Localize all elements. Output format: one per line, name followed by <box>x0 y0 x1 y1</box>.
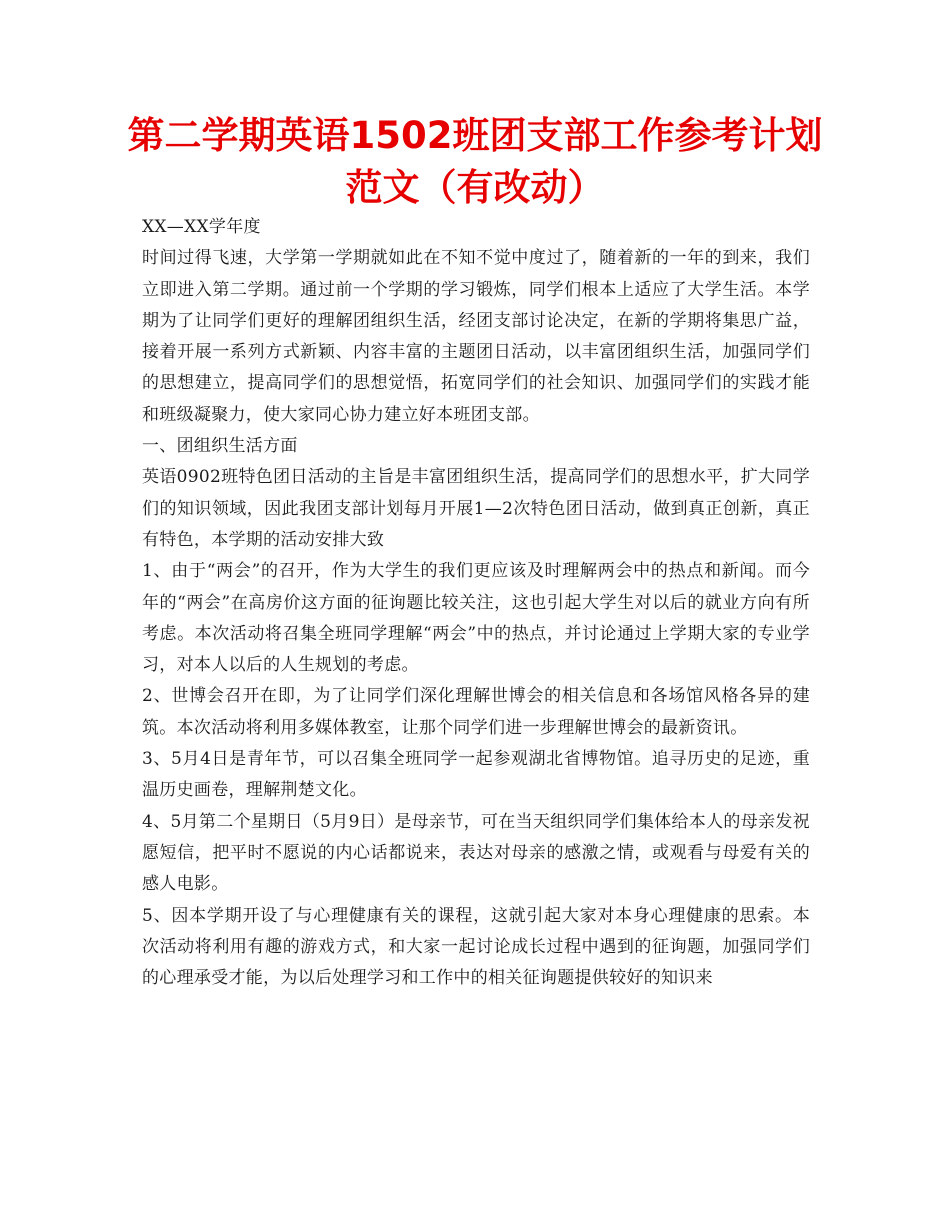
activity-item-2: 2、世博会召开在即，为了让同学们深化理解世博会的相关信息和各场馆风格各异的建筑。本次活动将利用多媒体教室，让那个同学们进一步理解世博会的最新资讯。 <box>142 686 810 738</box>
document-title: 第二学期英语1502班团支部工作参考计划范文（有改动） <box>127 114 823 209</box>
academic-year-line: XX—XX学年度 <box>142 217 261 237</box>
activity-item-1: 1、由于“两会”的召开，作为大学生的我们更应该及时理解两会中的热点和新闻。而今年的“两会”在高房价这方面的征询题比较关注，这也引起大学生对以后的就业方向有所考虑。本次活动将召集全班同学理解“两会”中的热点，并讨论通过上学期大家的专业学习，对本人以后的人生规划的考虑。 <box>142 561 810 676</box>
document-body <box>142 212 810 994</box>
activity-item-3: 3、5月4日是青年节，可以召集全班同学一起参观湖北省博物馆。追寻历史的足迹，重温历史画卷，理解荆楚文化。 <box>142 749 810 801</box>
intro-paragraph: 时间过得飞速，大学第一学期就如此在不知不觉中度过了，随着新的一年的到来，我们立即进入第二学期。通过前一个学期的学习锻炼，同学们根本上适应了大学生活。本学期为了让同学们更好的理解团组织生活，经团支部讨论决定，在新的学期将集思广益，接着开展一系列方式新颖、内容丰富的主题团日活动，以丰富团组织生活，加强同学们的思想建立，提高同学们的思想觉悟，拓宽同学们的社会知识、加强同学们的实践才能和班级凝聚力，使大家同心协力建立好本班团支部。 <box>142 248 810 425</box>
section-heading: 一、团组织生活方面 <box>142 436 298 457</box>
activity-item-4: 4、5月第二个星期日（5月9日）是母亲节，可在当天组织同学们集体给本人的母亲发祝愿短信，把平时不愿说的内心话都说来，表达对母亲的感激之情，或观看与母爱有关的感人电影。 <box>142 811 810 895</box>
activity-item-5: 5、因本学期开设了与心理健康有关的课程，这就引起大家对本身心理健康的思索。本次活动将利用有趣的游戏方式，和大家一起讨论成长过程中遇到的征询题，加强同学们的心理承受才能，为以后处理学习和工作中的相关征询题提供较好的知识来 <box>142 905 810 989</box>
section-paragraph: 英语0902班特色团日活动的主旨是丰富团组织生活，提高同学们的思想水平，扩大同学们的知识领域，因此我团支部计划每月开展1—2次特色团日活动，做到真正创新，真正有特色，本学期的活动安排大致 <box>142 467 810 550</box>
